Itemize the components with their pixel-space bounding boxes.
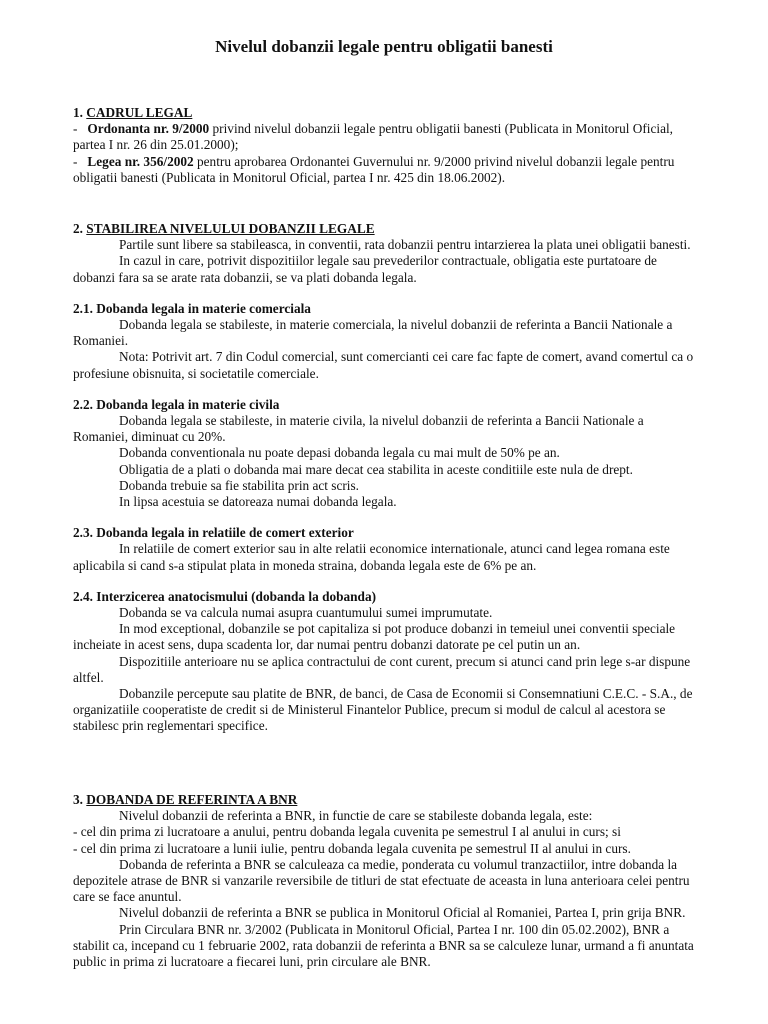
paragraph: Dobanda legala se stabileste, in materie comerciala, la nivelul dobanzii de referinta a Bancii Nationale a Romaniei.	[73, 317, 673, 349]
paragraph: Nota: Potrivit art. 7 din Codul comercial, sunt comercianti cei care fac fapte de comert, avand comertul ca o profesiune obisnuita, si societatile comerciale.	[73, 349, 694, 381]
subsection-heading: 2.2. Dobanda legala in materie civila	[73, 396, 280, 412]
paragraph: Nivelul dobanzii de referinta a BNR se publica in Monitorul Oficial al Romaniei, Partea I, prin grija BNR.	[119, 905, 686, 921]
legal-act-item	[73, 154, 695, 186]
paragraph: Dobanzile percepute sau platite de BNR, de banci, de Casa de Economii si Consemnatiuni C.E.C. - S.A., de organizatiile cooperatiste de credit si de Ministerul Finantelor Publice, precum si modul de calcul al acestora se stabilesc prin reglementari specifice.	[73, 686, 693, 734]
paragraph: Dobanda legala se stabileste, in materie civila, la nivelul dobanzii de referinta a Bancii Nationale a Romaniei, diminuat cu 20%.	[73, 413, 644, 445]
paragraph: Obligatia de a plati o dobanda mai mare decat cea stabilita in aceste conditiile este nula de drept.	[119, 461, 633, 477]
section-title: CADRUL LEGAL	[86, 105, 193, 120]
act-name: Legea nr. 356/2002	[87, 153, 194, 169]
paragraph: Prin Circulara BNR nr. 3/2002 (Publicata in Monitorul Oficial, Partea I nr. 100 din 05.02.2002), BNR a stabilit ca, incepand cu 1 februarie 2002, rata dobanzii de referinta a BNR sa se calculeze lunar, urmand a fi anuntata public in prima zi lucratoare a fiecarei luni, prin circulare ale BNR.	[73, 921, 694, 970]
page-title: Nivelul dobanzii legale pentru obligatii banesti	[215, 37, 553, 56]
list-item: - cel din prima zi lucratoare a anului, pentru dobanda legala cuvenita pe semestrul I al anului in curs; si	[73, 824, 621, 840]
paragraph: In cazul in care, potrivit dispozitiilor legale sau prevederilor contractuale, obligatia este purtatoare de dobanzi fara sa se arate rata dobanzii, se va plati dobanda legala.	[73, 253, 657, 285]
list-item: - cel din prima zi lucratoare a lunii iulie, pentru dobanda legala cuvenita pe semestrul II al anului in curs.	[73, 840, 631, 856]
paragraph: In relatiile de comert exterior sau in alte relatii economice internationale, atunci cand legea romana este aplicabila si cand s-a stipulat plata in moneda straina, dobanda legala este de 6% pe an.	[73, 541, 670, 573]
act-name: Ordonanta nr. 9/2000	[87, 121, 210, 137]
section-title: STABILIREA NIVELULUI DOBANZII LEGALE	[86, 221, 375, 236]
paragraph: In mod exceptional, dobanzile se pot capitaliza si pot produce dobanzi in temeiul unei conventii speciale incheiate in acest sens, dupa scadenta lor, dar numai pentru dobanzi datorate pe cel putin un an.	[73, 621, 676, 653]
paragraph: Dobanda conventionala nu poate depasi dobanda legala cu mai mult de 50% pe an.	[119, 445, 560, 461]
paragraph: Dobanda de referinta a BNR se calculeaza ca medie, ponderata cu volumul tranzactiilor, intre dobanda la depozitele atrase de BNR si vanzarile reversibile de titluri de stat efectuate de aceasta in luna anterioara celei pentru care se face anuntul.	[73, 856, 690, 905]
subsection-heading: 2.3. Dobanda legala in relatiile de comert exterior	[73, 525, 354, 541]
section-legal-framework	[73, 105, 695, 186]
section-heading	[73, 221, 695, 237]
dash: -	[73, 121, 88, 137]
paragraph: In lipsa acestuia se datoreaza numai dobanda legala.	[119, 494, 397, 510]
section-number: 3.	[73, 792, 87, 807]
paragraph: Nivelul dobanzii de referinta a BNR, in functie de care se stabileste dobanda legala, este:	[119, 808, 593, 824]
subsection-heading: 2.1. Dobanda legala in materie comerciala	[73, 300, 311, 316]
section-heading	[73, 105, 695, 121]
paragraph: Dobanda se va calcula numai asupra cuantumului sumei imprumutate.	[119, 605, 493, 621]
act-description: privind nivelul dobanzii legale pentru obligatii banesti (Publicata in Monitorul Oficial, partea I nr. 26 din 25.01.2000);	[73, 121, 674, 153]
section-title: DOBANDA DE REFERINTA A BNR	[86, 792, 298, 807]
section-heading	[73, 792, 695, 808]
paragraph: Partile sunt libere sa stabileasca, in conventii, rata dobanzii pentru intarzierea la plata unei obligatii banesti.	[119, 237, 691, 253]
subsection-heading: 2.4. Interzicerea anatocismului (dobanda la dobanda)	[73, 588, 377, 604]
section-number: 1.	[73, 105, 87, 120]
section-bnr-reference-rate	[73, 792, 695, 970]
paragraph: Dispozitiile anterioare nu se aplica contractului de cont curent, precum si atunci cand prin lege s-ar dispune altfel.	[73, 653, 691, 685]
dash: -	[73, 153, 88, 169]
section-legal-interest-level	[73, 221, 695, 735]
section-number: 2.	[73, 221, 87, 236]
act-description: pentru aprobarea Ordonantei Guvernului nr. 9/2000 privind nivelul dobanzii legale pentru obligatii banesti (Publicata in Monitorul Oficial, partea I nr. 425 din 18.06.2002).	[73, 153, 675, 185]
legal-act-item	[73, 121, 695, 153]
paragraph: Dobanda trebuie sa fie stabilita prin act scris.	[119, 477, 359, 493]
